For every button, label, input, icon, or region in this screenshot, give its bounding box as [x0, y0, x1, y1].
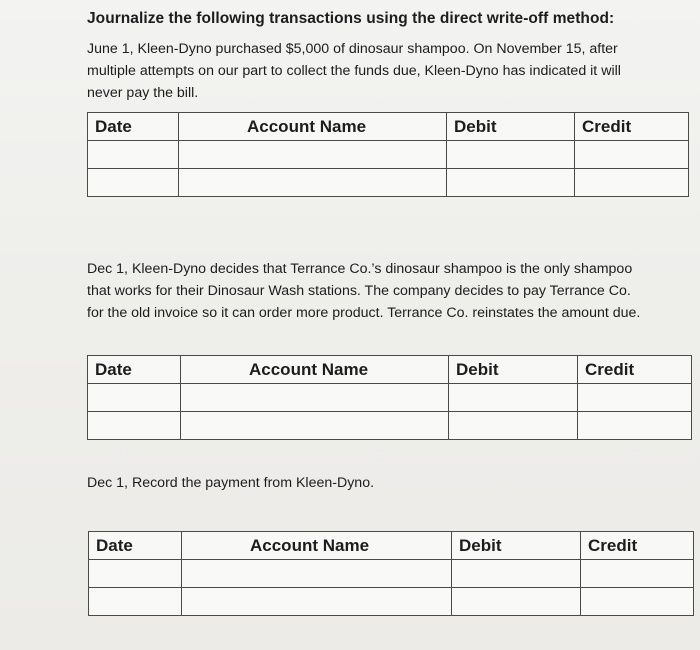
table-header-row	[88, 356, 692, 384]
table-row	[88, 412, 692, 440]
journal-table-2	[87, 355, 692, 440]
date-cell[interactable]	[88, 412, 181, 440]
table-row	[89, 560, 694, 588]
date-header: Date	[89, 532, 182, 560]
credit-header: Credit	[581, 532, 694, 560]
date-cell[interactable]	[88, 141, 179, 169]
table-row	[89, 588, 694, 616]
credit-cell[interactable]	[581, 560, 694, 588]
account-name-cell[interactable]	[181, 412, 449, 440]
account-name-cell[interactable]	[182, 560, 452, 588]
date-cell[interactable]	[88, 169, 179, 197]
account-name-header: Account Name	[182, 532, 452, 560]
table-row	[88, 384, 692, 412]
debit-header: Debit	[452, 532, 581, 560]
date-cell[interactable]	[89, 588, 182, 616]
debit-cell[interactable]	[449, 412, 578, 440]
account-name-header: Account Name	[181, 356, 449, 384]
credit-cell[interactable]	[581, 588, 694, 616]
account-name-cell[interactable]	[179, 169, 447, 197]
credit-cell[interactable]	[578, 412, 692, 440]
account-name-cell[interactable]	[181, 384, 449, 412]
debit-header: Debit	[449, 356, 578, 384]
credit-header: Credit	[578, 356, 692, 384]
table-row	[88, 141, 689, 169]
debit-cell[interactable]	[449, 384, 578, 412]
account-name-cell[interactable]	[179, 141, 447, 169]
date-header: Date	[88, 113, 179, 141]
debit-cell[interactable]	[452, 588, 581, 616]
table-row	[88, 169, 689, 197]
date-cell[interactable]	[88, 384, 181, 412]
table-header-row	[89, 532, 694, 560]
journal-table-1	[87, 112, 689, 197]
journal-table-3	[88, 531, 694, 616]
debit-cell[interactable]	[452, 560, 581, 588]
transaction-3-text: Dec 1, Record the payment from Kleen-Dyno.	[87, 475, 375, 491]
credit-cell[interactable]	[575, 169, 689, 197]
debit-cell[interactable]	[447, 141, 575, 169]
credit-cell[interactable]	[575, 141, 689, 169]
account-name-cell[interactable]	[182, 588, 452, 616]
page-title: Journalize the following transactions using the direct write-off method:	[87, 10, 615, 27]
debit-cell[interactable]	[447, 169, 575, 197]
transaction-1-text: June 1, Kleen-Dyno purchased $5,000 of dinosaur shampoo. On November 15, after multiple attempts on our part to collect the funds due, Kleen-Dyno has indicated it will never pay the bill.	[87, 41, 621, 101]
debit-header: Debit	[447, 113, 575, 141]
date-header: Date	[88, 356, 181, 384]
date-cell[interactable]	[89, 560, 182, 588]
credit-header: Credit	[575, 113, 689, 141]
credit-cell[interactable]	[578, 384, 692, 412]
transaction-2-text: Dec 1, Kleen-Dyno decides that Terrance Co.’s dinosaur shampoo is the only shampoo that works for their Dinosaur Wash stations. The company decides to pay Terrance Co. for the old invoice so it can order more product. Terrance Co. reinstates the amount due.	[87, 261, 641, 321]
table-header-row	[88, 113, 689, 141]
account-name-header: Account Name	[179, 113, 447, 141]
